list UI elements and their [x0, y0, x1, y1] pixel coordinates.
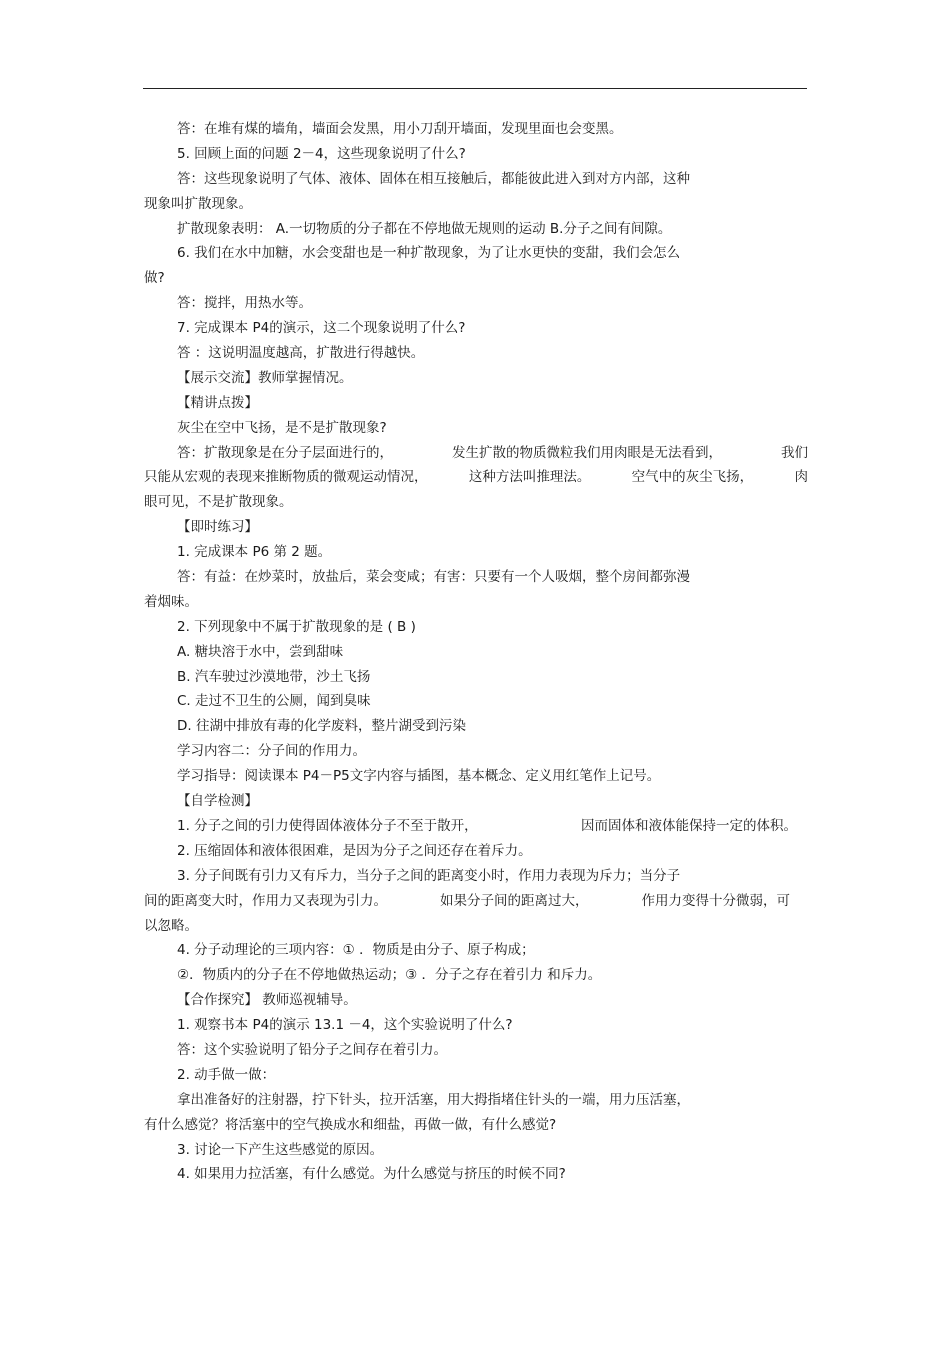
- line-text: 拿出准备好的注射器，拧下针头，拉开活塞，用大拇指堵住针头的一端，用力压活塞，: [177, 1091, 690, 1108]
- line-text: B. 汽车驶过沙漠地带，沙土飞扬: [177, 668, 371, 685]
- line-text: 只能从宏观的表现来推断物质的微观运动情况，: [144, 469, 428, 486]
- line-text: 答：这个实验说明了铅分子之间存在着引力。: [177, 1041, 447, 1058]
- line-text: ②．物质内的分子在不停地做热运动；③ ．分子之存在着引力 和斥力。: [177, 967, 602, 984]
- line-text: 【即时练习】: [177, 519, 258, 536]
- text-line: [144, 142, 808, 167]
- text-line: [144, 1088, 808, 1113]
- line-text: 5. 回顾上面的问题 2－4，这些现象说明了什么?: [177, 145, 466, 162]
- text-line: [144, 889, 790, 914]
- line-text: 4. 如果用力拉活塞，有什么感觉。为什么感觉与挤压的时候不同?: [177, 1166, 566, 1183]
- text-line: [144, 963, 808, 988]
- text-line: [144, 864, 808, 889]
- line-text: 3. 讨论一下产生这些感觉的原因。: [177, 1141, 384, 1158]
- line-text: 扩散现象表明： A.一切物质的分子都在不停地做无规则的运动 B.分子之间有间隙。: [177, 220, 672, 237]
- line-text: 学习指导：阅读课本 P4－P5文字内容与插图，基本概念、定义用红笔作上记号。: [177, 768, 661, 785]
- line-text: 眼可见，不是扩散现象。: [144, 494, 293, 511]
- line-text: D. 往湖中排放有毒的化学废料，整片湖受到污染: [177, 718, 466, 735]
- text-line: [144, 764, 808, 789]
- line-text: 学习内容二：分子间的作用力。: [177, 743, 366, 760]
- text-line: [144, 839, 808, 864]
- line-text: 答：在堆有煤的墙角，墙面会发黑，用小刀刮开墙面，发现里面也会变黑。: [177, 121, 623, 137]
- option-a: [144, 640, 808, 665]
- line-text: 答：有益：在炒菜时，放盐后，菜会变咸；有害：只要有一个人吸烟，整个房间都弥漫: [177, 569, 690, 586]
- text-line: [144, 441, 808, 466]
- line-text: 【精讲点拨】: [177, 394, 258, 411]
- text-line: [144, 814, 797, 839]
- line-text: 做?: [144, 270, 165, 287]
- text-line: [144, 490, 808, 515]
- line-text: 【合作探究】 教师巡视辅导。: [177, 992, 357, 1009]
- line-text: 因而固体和液体能保持一定的体积。: [581, 817, 797, 834]
- text-line: [144, 1013, 808, 1038]
- line-text: 7. 完成课本 P4的演示，这二个现象说明了什么?: [177, 320, 466, 337]
- line-text: 1. 观察书本 P4的演示 13.1 －4，这个实验说明了什么?: [177, 1017, 513, 1034]
- line-text: 着烟味。: [144, 593, 198, 610]
- line-text: 发生扩散的物质微粒我们用肉眼是无法看到，: [452, 444, 722, 461]
- line-text: 有什么感觉？将活塞中的空气换成水和细盐，再做一做，有什么感觉?: [144, 1116, 557, 1133]
- line-text: 3. 分子间既有引力又有斥力，当分子之间的距离变小时，作用力表现为斥力；当分子: [177, 867, 681, 884]
- text-line: [144, 192, 808, 217]
- text-line: [144, 217, 808, 242]
- text-line: [144, 316, 808, 341]
- line-text: 6. 我们在水中加糖，水会变甜也是一种扩散现象，为了让水更快的变甜，我们会怎么: [177, 245, 681, 262]
- text-line: [144, 565, 808, 590]
- text-line: [144, 590, 808, 615]
- line-text: 答：扩散现象是在分子层面进行的，: [177, 444, 393, 461]
- text-line: [144, 366, 808, 391]
- line-text: 间的距离变大时，作用力又表现为引力。: [144, 892, 387, 909]
- text-line: [144, 739, 808, 764]
- line-text: 4. 分子动理论的三项内容：① ．物质是由分子、原子构成；: [177, 942, 535, 959]
- line-text: C. 走过不卫生的公厕，闻到臭味: [177, 693, 371, 710]
- text-line: [144, 167, 808, 192]
- text-line: [144, 938, 808, 963]
- line-text: 答：这些现象说明了气体、液体、固体在相互接触后，都能彼此进入到对方内部，这种: [177, 170, 690, 187]
- line-text: 2. 下列现象中不属于扩散现象的是 ( B ): [177, 618, 416, 635]
- line-text: 2. 压缩固体和液体很困难，是因为分子之间还存在着斥力。: [177, 842, 532, 859]
- line-text: 【展示交流】教师掌握情况。: [177, 369, 353, 386]
- option-c: [144, 689, 808, 714]
- line-text: 如果分子间的距离过大，: [440, 892, 589, 909]
- section-heading: [144, 988, 808, 1013]
- text-line: [144, 1038, 808, 1063]
- line-text: A. 糖块溶于水中，尝到甜味: [177, 643, 344, 660]
- line-text: 灰尘在空中飞扬，是不是扩散现象?: [177, 419, 387, 436]
- text-line: [144, 291, 808, 316]
- text-line: [144, 914, 808, 939]
- text-line: [144, 1063, 808, 1088]
- document-body: [144, 117, 808, 1187]
- section-heading: [144, 789, 808, 814]
- line-text: 1. 完成课本 P6 第 2 题。: [177, 544, 332, 561]
- line-text: 作用力变得十分微弱，可: [641, 892, 790, 909]
- line-text: 答：搅拌，用热水等。: [177, 295, 312, 312]
- line-text: 答 ：这说明温度越高，扩散进行得越快。: [177, 345, 425, 362]
- line-text: 空气中的灰尘飞扬，: [631, 469, 754, 486]
- line-text: 我们: [781, 444, 808, 461]
- text-line: [144, 341, 808, 366]
- section-heading: [144, 391, 808, 416]
- line-text: 以忽略。: [144, 917, 198, 934]
- header-rule: [143, 88, 807, 89]
- text-line: [144, 117, 808, 142]
- section-heading: [144, 515, 808, 540]
- option-d: [144, 714, 808, 739]
- text-line: [144, 1162, 808, 1187]
- line-text: 现象叫扩散现象。: [144, 195, 252, 212]
- text-line: [144, 266, 808, 291]
- line-text: 肉: [794, 469, 808, 486]
- text-line: [144, 1138, 808, 1163]
- line-text: 【自学检测】: [177, 793, 258, 810]
- text-line: [144, 540, 808, 565]
- line-text: 1. 分子之间的引力使得固体液体分子不至于散开，: [177, 817, 478, 834]
- text-line: [144, 416, 808, 441]
- text-line: [144, 615, 808, 640]
- line-text: 这种方法叫推理法。: [468, 469, 591, 486]
- line-text: 2. 动手做一做：: [177, 1066, 276, 1083]
- option-b: [144, 665, 808, 690]
- text-line: [144, 241, 808, 266]
- text-line: [144, 1113, 808, 1138]
- text-line: [144, 465, 808, 490]
